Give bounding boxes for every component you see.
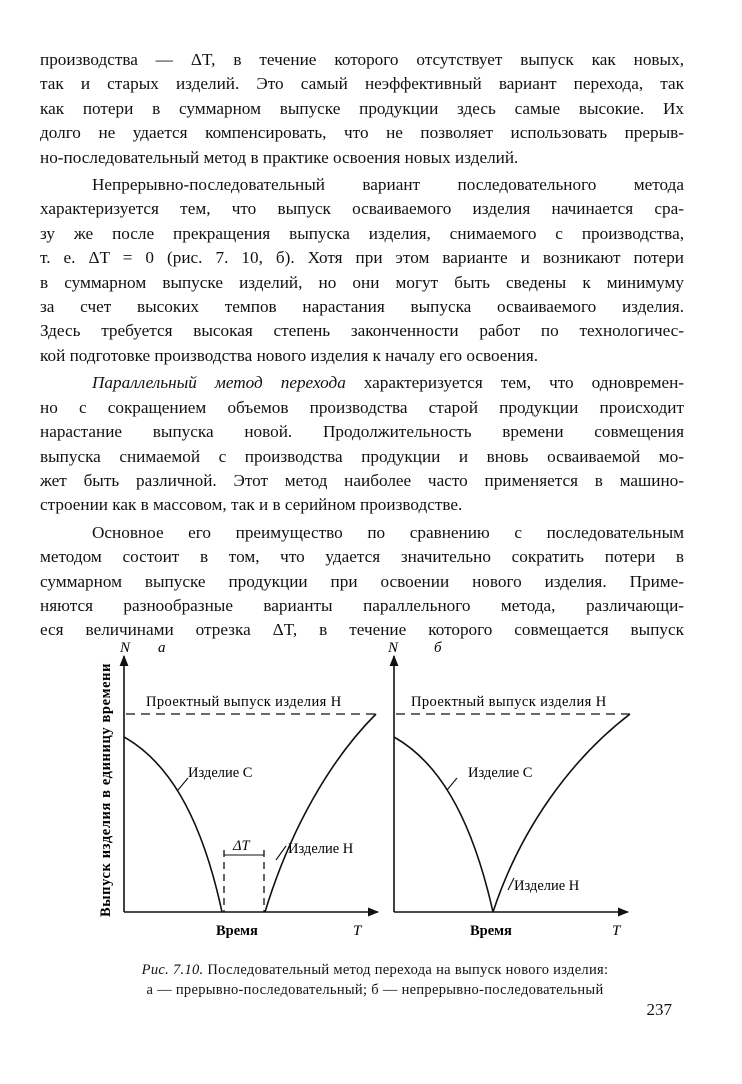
text-line	[40, 371, 684, 395]
panel-b-letter: б	[434, 640, 442, 656]
text-line: кой подготовке производства нового изделия к началу его освоения.	[40, 345, 539, 365]
transition-method-figure	[0, 630, 742, 960]
text-line: как потери в суммарном выпуске продукции здесь самые высокие. Их	[40, 98, 684, 118]
text-line: но-последовательный метод в практике освоения новых изделий.	[40, 147, 519, 167]
panel-b-design-output-label: Проектный выпуск изделия Н	[411, 694, 607, 710]
text-line: няются разнообразные варианты параллельного метода, различающи-	[40, 595, 684, 615]
text-line: характеризуется тем, что выпуск осваиваемого изделия начинается сра-	[40, 199, 684, 219]
paragraph-2	[40, 173, 684, 368]
panel-a-product-c-label: Изделие С	[188, 765, 253, 781]
caption-label: Рис. 7.10.	[141, 962, 204, 978]
panel-a-letter: а	[158, 640, 166, 656]
caption-line-1	[60, 960, 690, 980]
text-line: Здесь требуется высокая степень законченности работ по технологичес-	[40, 321, 684, 341]
panel-b-product-c-label: Изделие С	[468, 765, 533, 781]
paragraph-1	[40, 48, 684, 170]
emphasis-term: Параллельный метод перехода	[92, 373, 346, 393]
paragraph-3	[40, 371, 684, 517]
panel-b-n-label: N	[388, 640, 399, 656]
text-line: за счет высоких темпов нарастания выпуска осваиваемого изделия.	[40, 297, 684, 317]
text-line: Непрерывно-последовательный вариант последовательного метода	[92, 175, 684, 195]
text-line: суммарном выпуске продукции при освоении нового изделия. Приме-	[40, 571, 684, 591]
panel-a-time-label: Время	[216, 923, 258, 939]
page-number: 237	[646, 1000, 672, 1019]
panel-b-time-label: Время	[470, 923, 512, 939]
panel-b-product-c-curve	[394, 737, 493, 912]
body-text	[40, 48, 684, 643]
panel-a-t-label: T	[353, 923, 362, 939]
panel-b-t-label: T	[612, 923, 621, 939]
panel-a-design-output-label: Проектный выпуск изделия Н	[146, 694, 342, 710]
text-line: долго не удается компенсировать, что не позволяет использовать прерыв-	[40, 123, 684, 143]
text-line: жет быть различной. Этот метод наиболее часто применяется в машино-	[40, 470, 684, 490]
panel-a-product-c-leader	[178, 778, 188, 790]
figure-caption	[60, 960, 690, 1000]
text-line: но с сокращением объемов производства старой продукции происходит	[40, 397, 684, 417]
y-axis-label: Выпуск изделия в единицу времени	[98, 662, 114, 918]
panel-b-product-h-label: Изделие Н	[514, 878, 580, 894]
panel-a-product-c-curve	[124, 737, 222, 912]
text-line: производства — ΔT, в течение которого отсутствует выпуск как новых,	[40, 50, 684, 69]
text-line: еся величинами отрезка ΔT, в течение которого совмещается выпуск	[40, 620, 684, 640]
panel-b-product-c-leader	[447, 778, 457, 790]
text-line: так и старых изделий. Это самый неэффективный вариант перехода, так	[40, 74, 684, 94]
panel-a-delta-t-label: ΔT	[233, 838, 250, 854]
panel-a-n-label: N	[120, 640, 131, 656]
text-line: выпуска снимаемой с производства продукции и вновь осваиваемой мо-	[40, 446, 684, 466]
text-line: т. е. ΔT = 0 (рис. 7. 10, б). Хотя при этом варианте и возникают потери	[40, 248, 684, 268]
caption-line-2: а — прерывно-последовательный; б — непрерывно-последовательный	[146, 982, 604, 998]
text-line: нарастание выпуска новой. Продолжительность времени совмещения	[40, 422, 684, 442]
text-fragment: характеризуется тем, что одновремен-	[345, 373, 684, 393]
text-line: зу же после прекращения выпуска изделия, снимаемого с производства,	[40, 223, 684, 243]
text-line: Основное его преимущество по сравнению с последовательным	[92, 522, 684, 542]
text-line: методом состоит в том, что удается значительно сократить потери в	[40, 547, 684, 567]
panel-a-product-h-curve	[265, 714, 376, 912]
paragraph-4	[40, 521, 684, 643]
panel-a-product-h-label: Изделие Н	[288, 841, 354, 857]
text-line: строении как в массовом, так и в серийном производстве.	[40, 495, 463, 515]
text-line: в суммарном выпуске изделий, но они могут быть сведены к минимуму	[40, 272, 684, 292]
caption-title: Последовательный метод перехода на выпуск нового изделия:	[203, 962, 609, 978]
